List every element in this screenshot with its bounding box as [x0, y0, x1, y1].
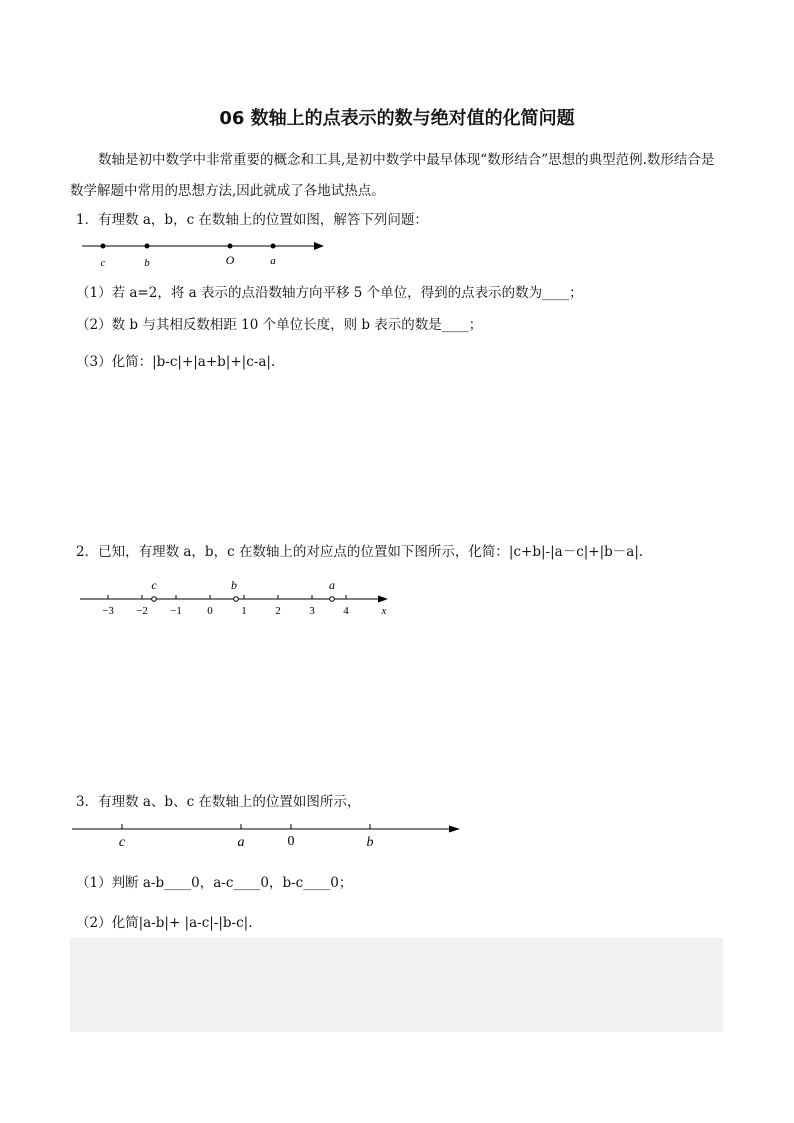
q1-part1: （1）若 a=2，将 a 表示的点沿数轴方向平移 5 个单位，得到的点表示的数为____； — [76, 285, 583, 301]
q1-part3: （3）化简：|b-c|+|a+b|+|c-a|. — [76, 354, 276, 370]
q2-point-b — [234, 597, 239, 602]
q3-axis-arrow — [449, 826, 460, 833]
q3-label-b: b — [366, 835, 374, 850]
q1-axis-arrow — [314, 242, 324, 250]
q3-part2: （2）化简|a-b|+ |a-c|-|b-c|. — [76, 915, 253, 931]
page-title: 06 数轴上的点表示的数与绝对值的化简问题 — [219, 108, 575, 129]
q3-stem: 3．有理数 a、b、c 在数轴上的位置如图所示， — [76, 794, 361, 810]
q2-axis-var: x — [381, 605, 387, 617]
q1-label-o: O — [225, 253, 235, 267]
q1-label-a: a — [270, 255, 276, 267]
q2-tick-label: 2 — [275, 605, 281, 617]
intro-paragraph: 数轴是初中数学中非常重要的概念和工具,是初中数学中最早体现“数形结合”思想的典型范例.数形结合是数学解题中常用的思想方法,因此就成了各地试热点。 — [70, 152, 715, 199]
q2-tick-label: 1 — [241, 605, 247, 617]
q2-tick-label: 4 — [343, 605, 349, 617]
q1-label-b: b — [144, 257, 150, 269]
q2-number-line — [76, 576, 396, 618]
q2-point-c — [152, 597, 157, 602]
q3-label-a: a — [237, 835, 245, 850]
q2-label-a: a — [329, 578, 335, 592]
q1-label-c: c — [100, 257, 106, 269]
q1-point-o — [228, 244, 233, 249]
q3-label-0: 0 — [287, 834, 295, 849]
q1-point-a — [271, 244, 276, 249]
q2-tick-label: 0 — [207, 605, 213, 617]
q2-label-b: b — [231, 578, 237, 592]
q2-tick-label: −3 — [102, 605, 114, 617]
q1-number-line — [76, 236, 336, 270]
q2-axis-arrow — [378, 596, 388, 603]
q2-tick-label: −2 — [136, 605, 148, 617]
q2-stem: 2．已知，有理数 a，b，c 在数轴上的对应点的位置如下图所示，化简：|c+b|-|a－c|+|b－a|. — [76, 544, 644, 560]
q1-point-b — [145, 244, 150, 249]
q2-point-a — [330, 597, 335, 602]
q2-tick-label: 3 — [309, 605, 315, 617]
q2-label-c: c — [151, 578, 157, 592]
q1-point-c — [101, 244, 106, 249]
q1-stem: 1．有理数 a，b，c 在数轴上的位置如图，解答下列问题： — [76, 212, 428, 228]
q3-part1: （1）判断 a-b____0，a-c____0，b-c____0； — [76, 875, 353, 891]
q3-number-line — [70, 818, 465, 854]
q3-label-c: c — [118, 835, 126, 850]
q2-tick-label: −1 — [170, 605, 182, 617]
q1-part2: （2）数 b 与其相反数相距 10 个单位长度，则 b 表示的数是____； — [76, 317, 483, 333]
q2-ticks — [102, 595, 349, 617]
answer-area[interactable] — [70, 938, 723, 1032]
